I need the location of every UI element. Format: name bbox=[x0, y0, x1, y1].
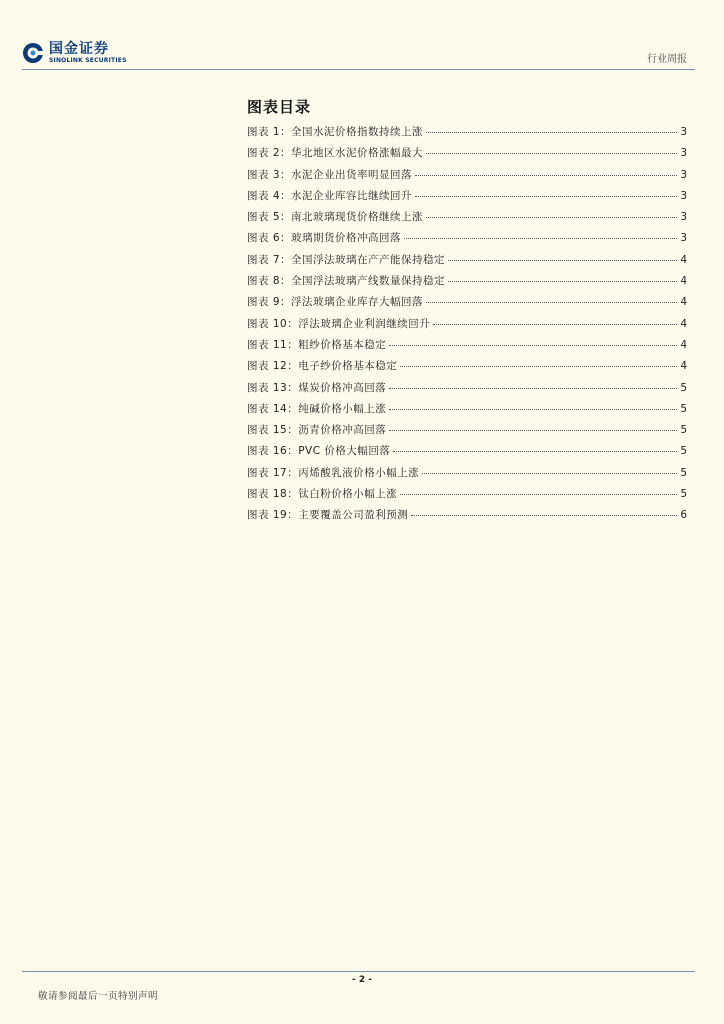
toc-leader-dots bbox=[393, 451, 677, 452]
toc-entry-page: 4 bbox=[680, 317, 687, 330]
toc-leader-dots bbox=[426, 302, 677, 303]
toc-entry-page: 3 bbox=[680, 168, 687, 181]
toc-entry-label: 图表 19：主要覆盖公司盈利预测 bbox=[247, 509, 409, 522]
toc-leader-dots bbox=[400, 494, 677, 495]
toc-entry-page: 4 bbox=[680, 338, 687, 351]
toc-leader-dots bbox=[433, 324, 677, 325]
toc-entry[interactable] bbox=[247, 422, 687, 443]
toc-leader-dots bbox=[422, 473, 677, 474]
toc-entry[interactable] bbox=[247, 465, 687, 486]
toc-entry[interactable] bbox=[247, 124, 687, 145]
toc-entry-label: 图表 10：浮法玻璃企业利润继续回升 bbox=[247, 317, 431, 330]
toc-entry-label: 图表 9：浮法玻璃企业库存大幅回落 bbox=[247, 296, 424, 309]
report-type-label: 行业周报 bbox=[647, 54, 687, 65]
toc-entry-page: 3 bbox=[680, 147, 687, 160]
company-logo bbox=[22, 38, 127, 68]
toc-leader-dots bbox=[426, 132, 677, 133]
toc-leader-dots bbox=[448, 281, 677, 282]
toc-entry-page: 3 bbox=[680, 211, 687, 224]
toc-leader-dots bbox=[411, 515, 677, 516]
toc-entry[interactable] bbox=[247, 337, 687, 358]
toc-entry-page: 3 bbox=[680, 189, 687, 202]
toc-entry-page: 5 bbox=[680, 424, 687, 437]
toc-entry[interactable] bbox=[247, 167, 687, 188]
toc-entry-label: 图表 1：全国水泥价格指数持续上涨 bbox=[247, 126, 424, 138]
toc-leader-dots bbox=[400, 366, 677, 367]
toc-entry-label: 图表 4：水泥企业库容比继续回升 bbox=[247, 189, 413, 202]
toc-entry-label: 图表 12：电子纱价格基本稳定 bbox=[247, 360, 398, 373]
logo-chinese-name: 国金证券 bbox=[49, 41, 109, 57]
toc-entry-page: 5 bbox=[680, 466, 687, 479]
toc-entry-label: 图表 17：丙烯酸乳液价格小幅上涨 bbox=[247, 466, 420, 479]
toc-entry-page: 5 bbox=[680, 488, 687, 501]
toc-entry[interactable] bbox=[247, 486, 687, 507]
page-number: - 2 - bbox=[352, 975, 372, 985]
toc-leader-dots bbox=[448, 260, 677, 261]
toc-entry-label: 图表 2：华北地区水泥价格涨幅最大 bbox=[247, 147, 424, 160]
toc-entry-page: 5 bbox=[680, 445, 687, 458]
toc-entry-label: 图表 11：粗纱价格基本稳定 bbox=[247, 338, 387, 351]
toc-entry[interactable] bbox=[247, 507, 687, 528]
page-header bbox=[22, 38, 695, 68]
toc-entry[interactable] bbox=[247, 358, 687, 379]
toc-leader-dots bbox=[415, 196, 677, 197]
toc-entry-page: 4 bbox=[680, 296, 687, 309]
footer-divider bbox=[22, 971, 695, 972]
toc-leader-dots bbox=[389, 345, 677, 346]
sinolink-logo-icon bbox=[22, 42, 44, 64]
toc-entry[interactable] bbox=[247, 145, 687, 166]
toc-entry-label: 图表 3：水泥企业出货率明显回落 bbox=[247, 168, 413, 181]
toc-leader-dots bbox=[389, 409, 677, 410]
toc-entry-label: 图表 7：全国浮法玻璃在产产能保持稳定 bbox=[247, 253, 446, 266]
toc-entry[interactable] bbox=[247, 316, 687, 337]
toc-leader-dots bbox=[404, 238, 677, 239]
toc-entry-label: 图表 6：玻璃期货价格冲高回落 bbox=[247, 232, 402, 245]
toc-entry-label: 图表 18：钛白粉价格小幅上涨 bbox=[247, 488, 398, 501]
toc-leader-dots bbox=[426, 153, 677, 154]
toc-entry-label: 图表 5：南北玻璃现货价格继续上涨 bbox=[247, 211, 424, 224]
toc-entry-label: 图表 14：纯碱价格小幅上涨 bbox=[247, 402, 387, 415]
toc-entry-page: 5 bbox=[680, 381, 687, 394]
toc-entry-page: 3 bbox=[680, 126, 687, 138]
toc-entry[interactable] bbox=[247, 188, 687, 209]
toc-entry[interactable] bbox=[247, 294, 687, 315]
toc-entry[interactable] bbox=[247, 380, 687, 401]
toc-entry-page: 6 bbox=[680, 509, 687, 522]
toc-entry-label: 图表 16：PVC 价格大幅回落 bbox=[247, 445, 391, 458]
toc-entry[interactable] bbox=[247, 252, 687, 273]
header-divider bbox=[22, 69, 695, 70]
toc-entry[interactable] bbox=[247, 401, 687, 422]
toc-entry-label: 图表 13：煤炭价格冲高回落 bbox=[247, 381, 387, 394]
logo-english-name: SINOLINK SECURITIES bbox=[49, 57, 127, 64]
toc-entry-page: 4 bbox=[680, 275, 687, 288]
toc-title: 图表目录 bbox=[247, 98, 312, 116]
toc-entry-label: 图表 15：沥青价格冲高回落 bbox=[247, 424, 387, 437]
toc-entry-page: 4 bbox=[680, 360, 687, 373]
footer-disclaimer: 敬请参阅最后一页特别声明 bbox=[38, 991, 159, 1002]
toc-leader-dots bbox=[426, 217, 677, 218]
toc-entry-page: 5 bbox=[680, 402, 687, 415]
toc-leader-dots bbox=[389, 430, 677, 431]
toc-entry[interactable] bbox=[247, 443, 687, 464]
toc-entry-label: 图表 8：全国浮法玻璃产线数量保持稳定 bbox=[247, 275, 446, 288]
toc-entry-page: 3 bbox=[680, 232, 687, 245]
toc-entry[interactable] bbox=[247, 273, 687, 294]
toc-list bbox=[247, 124, 687, 529]
toc-leader-dots bbox=[415, 175, 677, 176]
toc-entry[interactable] bbox=[247, 230, 687, 251]
toc-entry[interactable] bbox=[247, 209, 687, 230]
toc-leader-dots bbox=[389, 388, 677, 389]
toc-entry-page: 4 bbox=[680, 253, 687, 266]
